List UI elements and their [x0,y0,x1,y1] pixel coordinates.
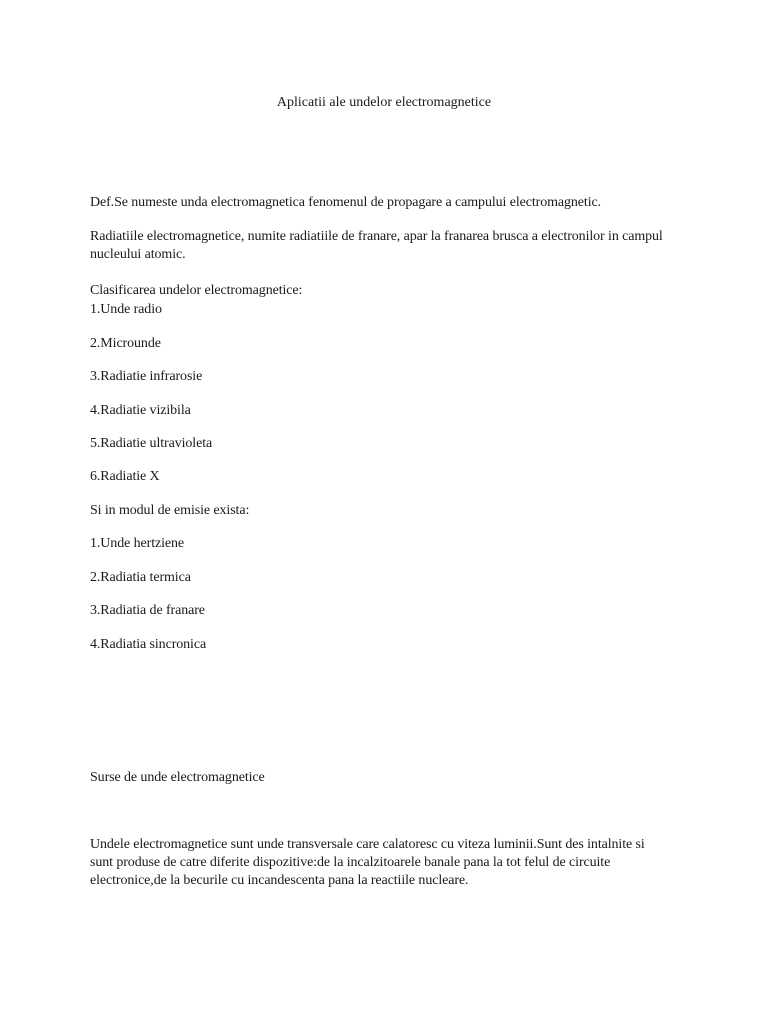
sources-paragraph: Undele electromagnetice sunt unde transversale care calatoresc cu viteza luminii.Sunt des intalnite si sunt produse de catre diferite dispozitive:de la incalzitoarele banale pana la tot felul de circuite electronice,de la becurile cu incandescenta pana la reactiile nucleare. [90,837,645,888]
classification-item: 6.Radiatie X [90,469,160,484]
classification-item: 5.Radiatie ultravioleta [90,436,213,451]
classification-item: 4.Radiatie vizibila [90,403,191,418]
document-title: Aplicatii ale undelor electromagnetice [276,95,492,110]
classification-heading: Clasificarea undelor electromagnetice: [90,283,303,298]
radiation-intro-paragraph: Radiatiile electromagnetice, numite radiatiile de franare, apar la franarea brusca a electronilor in campul nucleului atomic. [90,229,663,262]
emission-item: 3.Radiatia de franare [90,603,205,618]
emission-item: 4.Radiatia sincronica [90,637,207,652]
classification-item: 1.Unde radio [90,302,162,317]
emission-item: 2.Radiatia termica [90,570,191,585]
classification-item: 3.Radiatie infrarosie [90,369,203,384]
emission-item: 1.Unde hertziene [90,536,185,551]
classification-item: 2.Microunde [90,336,161,351]
emission-heading: Si in modul de emisie exista: [90,503,250,518]
definition-paragraph: Def.Se numeste unda electromagnetica fenomenul de propagare a campului electromagnetic. [90,195,602,210]
sources-heading: Surse de unde electromagnetice [90,770,265,785]
